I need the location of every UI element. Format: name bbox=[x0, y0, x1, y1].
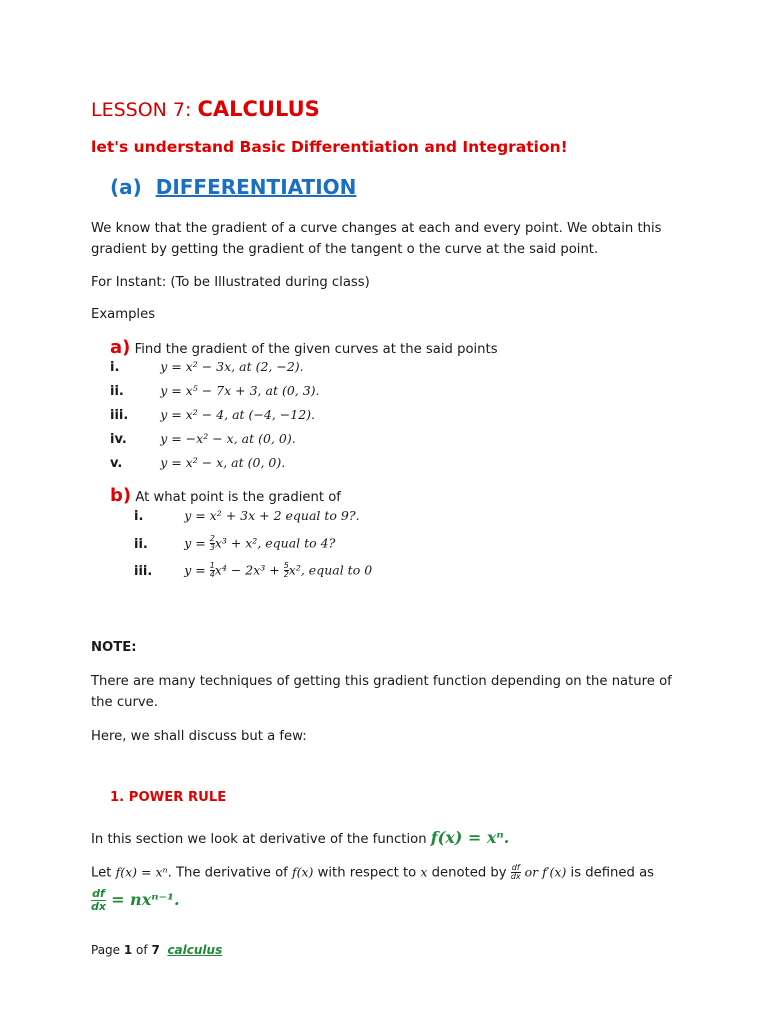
question-a-item: ii. y = x⁵ − 7x + 3, at (0, 3). bbox=[110, 383, 320, 399]
question-a-item: iii. y = x² − 4, at (−4, −12). bbox=[110, 407, 315, 423]
question-b-marker: b) bbox=[110, 485, 132, 506]
lesson-title bbox=[91, 97, 320, 121]
footer-label: calculus bbox=[167, 943, 223, 957]
examples-label: Examples bbox=[91, 307, 156, 322]
fraction: $\frac{5}{2}$ bbox=[283, 561, 289, 579]
power-rule-intro: In this section we look at derivative of the function f(x) = xⁿ. bbox=[91, 828, 510, 847]
question-b-item: ii. y = $\frac{2}{3}$ x³ + x², equal to 4? bbox=[134, 534, 336, 552]
fraction: $\frac{df}{dx}$ bbox=[91, 887, 106, 913]
instant-text: For Instant: (To be Illustrated during class) bbox=[91, 275, 370, 290]
lesson-number: LESSON 7: bbox=[91, 99, 192, 121]
question-a-text: Find the gradient of the given curves at the said points bbox=[134, 342, 498, 357]
question-a-item: v. y = x² − x, at (0, 0). bbox=[110, 455, 286, 471]
discuss-text: Here, we shall discuss but a few: bbox=[91, 729, 307, 744]
power-rule-result: $\frac{df}{dx}$ = nxⁿ⁻¹. bbox=[91, 887, 180, 913]
section-label: (a) bbox=[110, 175, 142, 199]
lesson-topic: CALCULUS bbox=[197, 97, 320, 121]
question-a bbox=[110, 337, 498, 479]
question-a-item: iv. y = −x² − x, at (0, 0). bbox=[110, 431, 296, 447]
section-heading-differentiation bbox=[110, 175, 356, 199]
fraction: $\frac{1}{4}$ bbox=[209, 561, 215, 579]
question-b bbox=[110, 485, 372, 589]
note-label: NOTE: bbox=[91, 640, 137, 655]
question-b-item: iii. y = $\frac{1}{4}$ x⁴ − 2x³ + $\frac{5}{2}$ x², equal to 0 bbox=[134, 561, 373, 579]
intro-paragraph bbox=[91, 218, 662, 260]
power-rule-heading: 1. POWER RULE bbox=[110, 790, 227, 805]
fraction: $\frac{2}{3}$ bbox=[209, 534, 215, 552]
intro-line-1: We know that the gradient of a curve changes at each and every point. We obtain this bbox=[91, 221, 662, 236]
question-b-item: i. y = x² + 3x + 2 equal to 9?. bbox=[134, 508, 360, 524]
lesson-subtitle: let's understand Basic Differentiation and Integration! bbox=[91, 138, 568, 156]
power-function-expr: f(x) = xⁿ. bbox=[430, 828, 510, 847]
intro-line-2: gradient by getting the gradient of the tangent o the curve at the said point. bbox=[91, 242, 599, 257]
power-rule-definition: Let f(x) = xⁿ. The derivative of f(x) with respect to x denoted by $\frac{df}{dx}$ or f′(x) is defined as bbox=[91, 863, 655, 881]
question-a-item: i. y = x² − 3x, at (2, −2). bbox=[110, 359, 304, 375]
question-a-marker: a) bbox=[110, 337, 131, 358]
page-footer: Page 1 of 7 calculus bbox=[91, 943, 223, 957]
fraction: $\frac{df}{dx}$ bbox=[510, 863, 521, 881]
question-b-text: At what point is the gradient of bbox=[135, 490, 341, 505]
section-title: DIFFERENTIATION bbox=[155, 175, 357, 199]
note-text: There are many techniques of getting this gradient function depending on the nature of the curve. bbox=[91, 674, 672, 710]
